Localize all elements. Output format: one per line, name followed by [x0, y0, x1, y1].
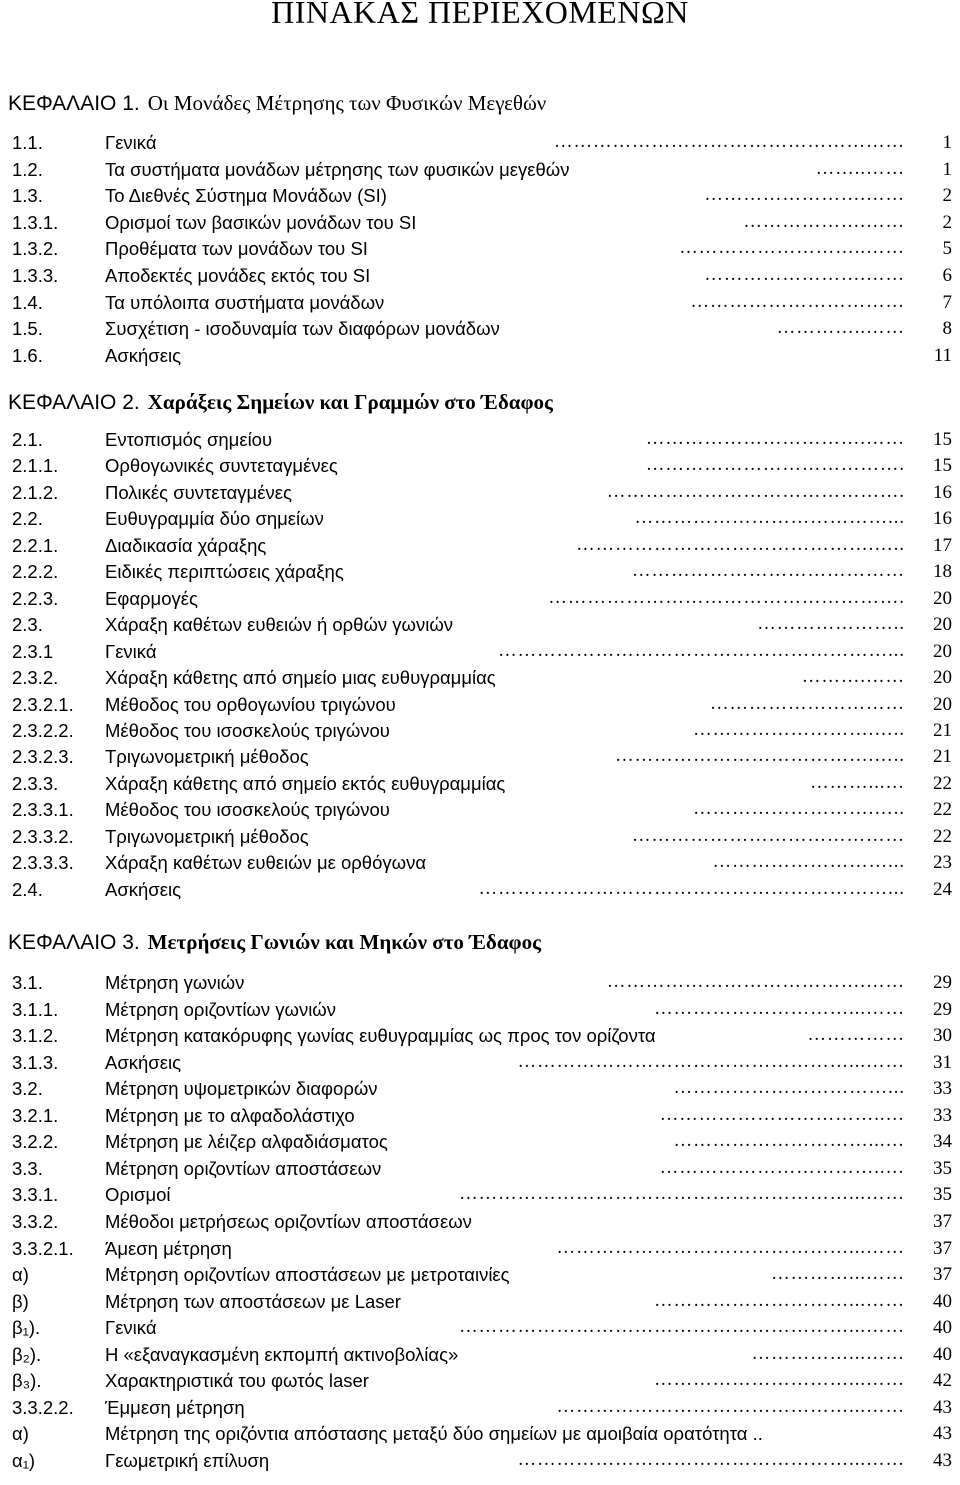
- leader-dots: …………………….……: [704, 265, 905, 285]
- entry-title: Γενικά: [105, 1317, 157, 1338]
- toc-entry[interactable]: [0, 826, 960, 850]
- entry-number: 1.1.: [12, 132, 43, 153]
- entry-title: Τριγωνομετρική μέθοδος: [105, 746, 309, 767]
- entry-number: 2.3.3.3.: [12, 852, 74, 873]
- page-number: 43: [933, 1397, 952, 1418]
- toc-entry[interactable]: [0, 667, 960, 691]
- entry-title: Η «εξαναγκασμένη εκπομπή ακτινοβολίας»: [105, 1344, 459, 1365]
- leader-dots: …………………………...……: [654, 1370, 905, 1390]
- entry-number: 2.1.2.: [12, 482, 59, 503]
- page-number: 22: [933, 773, 952, 794]
- entry-number: 3.2.2.: [12, 1131, 59, 1152]
- page-title: ΠΙΝΑΚΑΣ ΠΕΡΙΕΧΟΜΕΝΩΝ: [271, 0, 689, 30]
- entry-title: Συσχέτιση - ισοδυναμία των διαφόρων μονάδων: [105, 318, 500, 339]
- page-number: 18: [933, 561, 952, 582]
- entry-title: Εντοπισμός σημείου: [105, 429, 273, 450]
- leader-dots: ………………………………….……: [606, 972, 905, 992]
- entry-number: 3.3.2.2.: [12, 1397, 74, 1418]
- entry-number: β₁).: [12, 1317, 41, 1338]
- leader-dots: ………………………………………………………...: [478, 879, 905, 899]
- toc-entry[interactable]: [0, 1370, 960, 1394]
- entry-number: 3.3.1.: [12, 1184, 59, 1205]
- page-number: 22: [933, 799, 952, 820]
- entry-title: Προθέματα των μονάδων του SI: [105, 238, 368, 259]
- entry-title: Τα συστήματα μονάδων μέτρησης των φυσικών μεγεθών: [105, 159, 570, 180]
- toc-entry[interactable]: [0, 879, 960, 903]
- page-number: 35: [933, 1184, 952, 1205]
- entry-title: Μέθοδος του ισοσκελούς τριγώνου: [105, 720, 390, 741]
- page-number: 24: [933, 879, 952, 900]
- leader-dots: ………………………………………...……: [556, 1238, 905, 1258]
- chapter-heading-3: [8, 930, 541, 955]
- page-number: 29: [933, 972, 952, 993]
- entry-title: Έμμεση μέτρηση: [105, 1397, 245, 1418]
- entry-number: 1.2.: [12, 159, 43, 180]
- entry-title: Ασκήσεις: [105, 345, 181, 366]
- toc-entry[interactable]: [0, 265, 960, 289]
- leader-dots: …………………………: [710, 694, 905, 714]
- toc-entry[interactable]: [0, 720, 960, 744]
- toc-entry[interactable]: [0, 1052, 960, 1076]
- entry-title: Ορισμοί των βασικών μονάδων του SI: [105, 212, 417, 233]
- entry-number: β): [12, 1291, 29, 1312]
- entry-number: 2.3.3.: [12, 773, 59, 794]
- leader-dots: ……………………………..…: [659, 1105, 905, 1125]
- entry-title: Άμεση μέτρηση: [105, 1238, 232, 1259]
- leader-dots: ……………………………...: [673, 1078, 905, 1098]
- entry-number: 3.2.1.: [12, 1105, 59, 1126]
- entry-title: Ευθυγραμμία δύο σημείων: [105, 508, 324, 529]
- toc-entry[interactable]: [0, 852, 960, 876]
- leader-dots: ……………...……: [751, 1344, 905, 1364]
- toc-entry[interactable]: [0, 429, 960, 453]
- leader-dots: ……………………………………………….: [548, 588, 905, 608]
- toc-entry[interactable]: [0, 1025, 960, 1049]
- leader-dots: ……………………………………………………...……: [459, 1184, 905, 1204]
- leader-dots: ……………………………………………...……: [517, 1450, 905, 1470]
- entry-number: 2.2.2.: [12, 561, 59, 582]
- leader-dots: ……………………………: [690, 292, 905, 312]
- entry-number: 2.3.: [12, 614, 43, 635]
- leader-dots: ……………………………………….…..: [576, 535, 905, 555]
- toc-entry[interactable]: [0, 159, 960, 183]
- leader-dots: …………………………….……: [645, 429, 905, 449]
- page-number: 37: [933, 1211, 952, 1232]
- chapter-heading-1: [8, 91, 546, 116]
- toc-entry[interactable]: [0, 1184, 960, 1208]
- entry-number: 1.3.1.: [12, 212, 59, 233]
- entry-title: Ασκήσεις: [105, 1052, 181, 1073]
- leader-dots: ……………………………..…: [659, 1158, 905, 1178]
- page-number: 35: [933, 1158, 952, 1179]
- entry-title: Ορθογωνικές συντεταγμένες: [105, 455, 338, 476]
- entry-title: Χαρακτηριστικά του φωτός laser: [105, 1370, 369, 1391]
- page-number: 21: [933, 746, 952, 767]
- entry-title: Μέτρηση με το αλφαδολάστιχο: [105, 1105, 355, 1126]
- toc-entry[interactable]: [0, 746, 960, 770]
- entry-number: 2.3.2.: [12, 667, 59, 688]
- leader-dots: …………...……: [771, 1264, 905, 1284]
- toc-entry[interactable]: [0, 1131, 960, 1155]
- entry-number: 3.2.: [12, 1078, 43, 1099]
- toc-entry[interactable]: [0, 999, 960, 1023]
- entry-title: Χάραξη καθέτων ευθειών ή ορθών γωνιών: [105, 614, 454, 635]
- page-number: 16: [933, 482, 952, 503]
- page-number: 2: [942, 212, 952, 233]
- entry-title: Μέθοδοι μετρήσεως οριζοντίων αποστάσεων: [105, 1211, 472, 1232]
- page-number: 20: [933, 614, 952, 635]
- toc-entry[interactable]: [0, 1450, 960, 1474]
- page-number: 5: [942, 238, 952, 259]
- entry-title: Μέτρηση υψομετρικών διαφορών: [105, 1078, 378, 1099]
- entry-number: 2.4.: [12, 879, 43, 900]
- entry-number: β₂).: [12, 1344, 42, 1365]
- toc-entry[interactable]: [0, 614, 960, 638]
- page-number: 17: [933, 535, 952, 556]
- toc-entry[interactable]: [0, 1105, 960, 1129]
- page-number: 20: [933, 667, 952, 688]
- page-number: 23: [933, 852, 952, 873]
- entry-title: Τριγωνομετρική μέθοδος: [105, 826, 309, 847]
- leader-dots: ……………………………………: [632, 561, 905, 581]
- toc-entry[interactable]: [0, 1317, 960, 1341]
- leader-dots: ………………………………………...……: [556, 1397, 905, 1417]
- entry-number: 2.3.3.1.: [12, 799, 74, 820]
- page-number: 33: [933, 1105, 952, 1126]
- leader-dots: ……………………………………….: [606, 482, 905, 502]
- page-number: 43: [933, 1450, 952, 1471]
- page-number: 33: [933, 1078, 952, 1099]
- page-number: 34: [933, 1131, 952, 1152]
- entry-number: 2.3.2.3.: [12, 746, 74, 767]
- chapter-title: Χαράξεις Σημείων και Γραμμών στο Έδαφος: [147, 390, 553, 414]
- entry-number: 1.3.2.: [12, 238, 59, 259]
- entry-number: 2.3.1: [12, 641, 54, 662]
- page-number: 20: [933, 694, 952, 715]
- page-number: 6: [942, 265, 952, 286]
- leader-dots: …………..……: [776, 318, 905, 338]
- entry-number: 3.3.2.: [12, 1211, 59, 1232]
- toc-entry[interactable]: [0, 561, 960, 585]
- leader-dots: ………………………………….: [645, 455, 905, 475]
- entry-number: 2.1.: [12, 429, 43, 450]
- entry-title: Διαδικασία χάραξης: [105, 535, 267, 556]
- page-number: 37: [933, 1238, 952, 1259]
- entry-number: α₁): [12, 1450, 36, 1471]
- toc-entry[interactable]: [0, 1423, 960, 1447]
- toc-entry[interactable]: [0, 132, 960, 156]
- toc-entry[interactable]: [0, 799, 960, 823]
- page-number: 42: [933, 1370, 952, 1391]
- entry-number: 2.3.2.2.: [12, 720, 74, 741]
- toc-entry[interactable]: [0, 345, 960, 369]
- entry-title: Χάραξη κάθετης από σημείο μιας ευθυγραμμίας: [105, 667, 496, 688]
- chapter-number: ΚΕΦΑΛΑΙΟ 3.: [8, 931, 140, 954]
- entry-title: Αποδεκτές μονάδες εκτός του SI: [105, 265, 371, 286]
- leader-dots: ………………………………….…..: [615, 746, 905, 766]
- entry-title: Χάραξη κάθετης από σημείο εκτός ευθυγραμμίας: [105, 773, 506, 794]
- toc-entry[interactable]: [0, 1078, 960, 1102]
- toc-entry[interactable]: [0, 185, 960, 209]
- page-number: 37: [933, 1264, 952, 1285]
- entry-title: Πολικές συντεταγμένες: [105, 482, 292, 503]
- leader-dots: ……………………………………: [632, 826, 905, 846]
- entry-number: 1.3.: [12, 185, 43, 206]
- entry-title: Ασκήσεις: [105, 879, 181, 900]
- page-number: 30: [933, 1025, 952, 1046]
- page-number: 8: [942, 318, 952, 339]
- entry-number: 3.1.1.: [12, 999, 59, 1020]
- page-number: 7: [942, 292, 952, 313]
- leader-dots: ………………………...: [712, 852, 905, 872]
- entry-number: 3.1.2.: [12, 1025, 59, 1046]
- page-number: 1: [942, 132, 952, 153]
- page-number: 2: [942, 185, 952, 206]
- chapter-number: ΚΕΦΑΛΑΙΟ 1.: [8, 92, 140, 115]
- toc-entry[interactable]: [0, 1397, 960, 1421]
- toc-entry[interactable]: [0, 773, 960, 797]
- entry-title: Μέτρηση της οριζόντια απόστασης μεταξύ δύο σημείων με αμοιβαία ορατότητα ..: [105, 1423, 763, 1444]
- leader-dots: ……………….……: [743, 212, 905, 232]
- leader-dots: ……………………….…..: [693, 799, 905, 819]
- toc-entry[interactable]: [0, 535, 960, 559]
- toc-entry[interactable]: [0, 292, 960, 316]
- chapter-title: Οι Μονάδες Μέτρησης των Φυσικών Μεγεθών: [147, 91, 547, 115]
- toc-entry[interactable]: [0, 1344, 960, 1368]
- toc-entry[interactable]: [0, 694, 960, 718]
- entry-title: Τα υπόλοιπα συστήματα μονάδων: [105, 292, 385, 313]
- entry-title: Μέθοδος του ισοσκελούς τριγώνου: [105, 799, 390, 820]
- entry-number: 3.1.: [12, 972, 43, 993]
- page-number: 31: [933, 1052, 952, 1073]
- entry-number: 1.3.3.: [12, 265, 59, 286]
- leader-dots: ……………………………………………………...……: [459, 1317, 905, 1337]
- toc-entry[interactable]: [0, 238, 960, 262]
- entry-number: 3.1.3.: [12, 1052, 59, 1073]
- entry-number: α): [12, 1423, 29, 1444]
- entry-title: Γενικά: [105, 641, 157, 662]
- toc-entry[interactable]: [0, 455, 960, 479]
- entry-number: 2.2.3.: [12, 588, 59, 609]
- chapter-heading-2: [8, 390, 553, 415]
- page-number: 1: [942, 159, 952, 180]
- page-number: 16: [933, 508, 952, 529]
- leader-dots: …………………………...…: [673, 1131, 905, 1151]
- entry-title: Γεωμετρική επίλυση: [105, 1450, 270, 1471]
- toc-entry[interactable]: [0, 588, 960, 612]
- entry-title: Μέθοδος του ορθογωνίου τριγώνου: [105, 694, 396, 715]
- leader-dots: ……..……: [815, 159, 905, 179]
- entry-title: Ορισμοί: [105, 1184, 171, 1205]
- toc-entry[interactable]: [0, 972, 960, 996]
- page-number: 43: [933, 1423, 952, 1444]
- entry-number: 2.2.: [12, 508, 43, 529]
- leader-dots: …………………………...……: [654, 999, 905, 1019]
- toc-entry[interactable]: [0, 1211, 960, 1235]
- toc-entry[interactable]: [0, 641, 960, 665]
- chapter-number: ΚΕΦΑΛΑΙΟ 2.: [8, 391, 140, 414]
- leader-dots: …………………..: [757, 614, 905, 634]
- entry-number: 1.5.: [12, 318, 43, 339]
- page-number: 21: [933, 720, 952, 741]
- entry-title: Γενικά: [105, 132, 157, 153]
- entry-number: β₃).: [12, 1370, 42, 1391]
- entry-title: Ειδικές περιπτώσεις χάραξης: [105, 561, 344, 582]
- entry-number: 2.2.1.: [12, 535, 59, 556]
- leader-dots: ………………………………………………: [554, 132, 905, 152]
- leader-dots: …………………………………...: [634, 508, 905, 528]
- page-number: 40: [933, 1291, 952, 1312]
- leader-dots: …………………….……: [704, 185, 905, 205]
- entry-number: α): [12, 1264, 29, 1285]
- entry-title: Μέτρηση των αποστάσεων με Laser: [105, 1291, 401, 1312]
- entry-number: 2.1.1.: [12, 455, 59, 476]
- page-number: 15: [933, 455, 952, 476]
- page-number: 11: [933, 345, 952, 366]
- toc-entry[interactable]: [0, 482, 960, 506]
- entry-number: 2.3.3.2.: [12, 826, 74, 847]
- page-number: 22: [933, 826, 952, 847]
- leader-dots: ……………………….…..: [693, 720, 905, 740]
- leader-dots: ………...…: [810, 773, 905, 793]
- entry-number: 3.3.2.1.: [12, 1238, 74, 1259]
- leader-dots: ……….……: [801, 667, 905, 687]
- entry-number: 3.3.: [12, 1158, 43, 1179]
- toc-entry[interactable]: [0, 1264, 960, 1288]
- chapter-title: Μετρήσεις Γωνιών και Μηκών στο Έδαφος: [147, 930, 542, 954]
- leader-dots: ……………………………………………...……: [517, 1052, 905, 1072]
- entry-title: Χάραξη καθέτων ευθειών με ορθόγωνα: [105, 852, 427, 873]
- entry-title: Μέτρηση κατακόρυφης γωνίας ευθυγραμμίας ως προς τον ορίζοντα: [105, 1025, 656, 1046]
- entry-number: 1.6.: [12, 345, 43, 366]
- entry-number: 2.3.2.1.: [12, 694, 74, 715]
- entry-title: Μέτρηση γωνιών: [105, 972, 245, 993]
- toc-entry[interactable]: [0, 1158, 960, 1182]
- toc-entry[interactable]: [0, 508, 960, 532]
- toc-entry[interactable]: [0, 1238, 960, 1262]
- leader-dots: …………………………...……: [654, 1291, 905, 1311]
- entry-title: Μέτρηση με λέιζερ αλφαδιάσματος: [105, 1131, 388, 1152]
- entry-number: 1.4.: [12, 292, 43, 313]
- leader-dots: ………………………..……: [679, 238, 905, 258]
- page-number: 15: [933, 429, 952, 450]
- entry-title: Μέτρηση οριζοντίων αποστάσεων με μετροταινίες: [105, 1264, 510, 1285]
- toc-entry[interactable]: [0, 1291, 960, 1315]
- page-number: 40: [933, 1317, 952, 1338]
- page-number: 29: [933, 999, 952, 1020]
- entry-title: Εφαρμογές: [105, 588, 198, 609]
- entry-title: Μέτρηση οριζοντίων γωνιών: [105, 999, 337, 1020]
- toc-entry[interactable]: [0, 318, 960, 342]
- entry-title: Μέτρηση οριζοντίων αποστάσεων: [105, 1158, 382, 1179]
- entry-title: Το Διεθνές Σύστημα Μονάδων (SI): [105, 185, 387, 206]
- toc-entry[interactable]: [0, 212, 960, 236]
- page-number: 20: [933, 588, 952, 609]
- page-number: 20: [933, 641, 952, 662]
- leader-dots: ……………………………………………………...: [498, 641, 905, 661]
- page-number: 40: [933, 1344, 952, 1365]
- leader-dots: ……………: [807, 1025, 905, 1045]
